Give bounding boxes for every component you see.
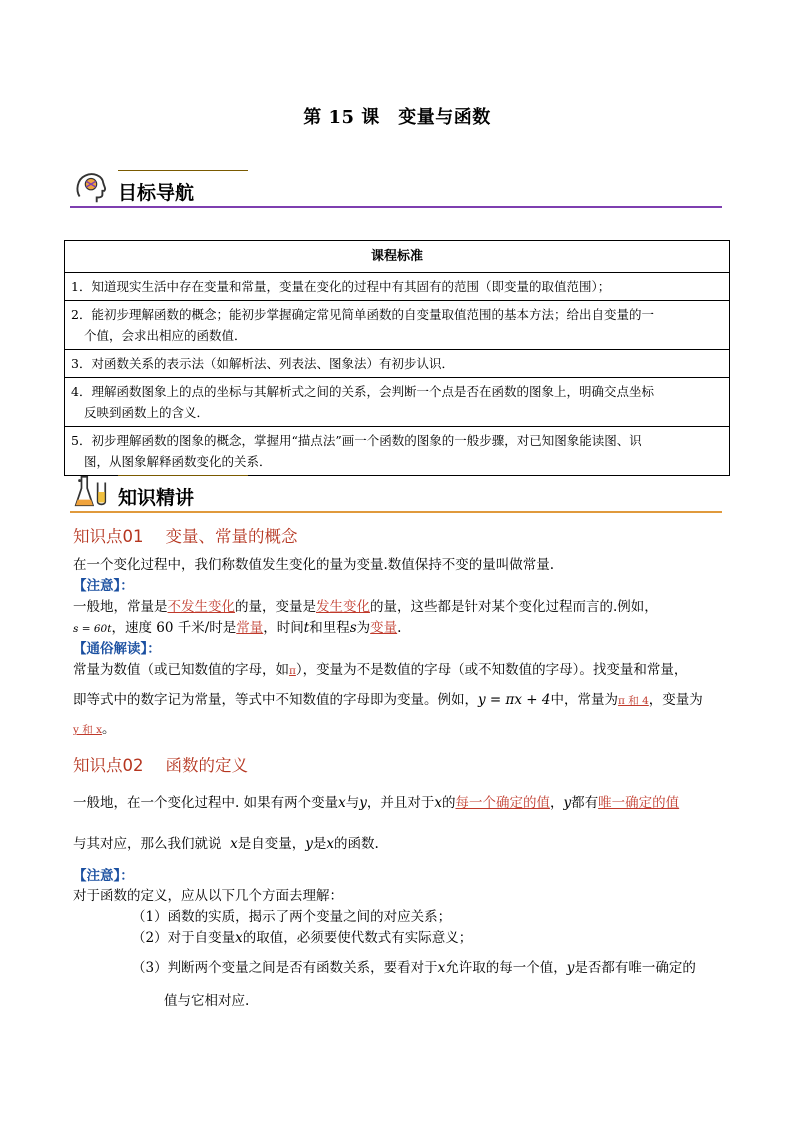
kp2-note-intro: 对于函数的定义，应从以下几个方面去理解：: [73, 888, 343, 904]
kp2-item-2: （2）对于自变量x的取值，必须要使代数式有实际意义；: [132, 930, 473, 946]
section-title-knowledge: 知识精讲: [118, 487, 195, 509]
brain-head-icon: [72, 168, 110, 206]
kp2-definition-line2: 与其对应，那么我们就说 x是自变量，y是x的函数.: [73, 836, 379, 852]
kp2-item-3-cont: 值与它相对应.: [164, 993, 250, 1009]
section-header-knowledge: [70, 475, 722, 515]
table-row: 4．理解函数图象上的点的坐标与其解析式之间的关系，会判断一个点是否在函数的图象上，明确交点坐标 反映到函数上的含义．: [65, 378, 730, 427]
explain-label: 【通俗解读】：: [73, 641, 161, 657]
kp2-item-3: （3）判断两个变量之间是否有函数关系，要看对于x允许取的每一个值，y是否都有唯一确定的: [132, 960, 696, 976]
kp1-explain-line1: 常量为数值（或已知数值的字母，如π），变量为不是数值的字母（或不知数值的字母）。找变量和常量，: [73, 662, 688, 678]
kp1-note-line1: 一般地，常量是不发生变化的量，变量是发生变化的量，这些都是针对某个变化过程而言的.例如，: [73, 599, 658, 615]
knowledge-point-01-heading: 知识点01 变量、常量的概念: [73, 527, 298, 546]
table-row: 3．对函数关系的表示法（如解析法、列表法、图象法）有初步认识．: [65, 350, 730, 378]
kp1-explain-line2: 即等式中的数字记为常量，等式中不知数值的字母即为变量。例如，y = πx + 4中，常量为π 和 4，变量为: [73, 692, 703, 708]
table-row: 2．能初步理解函数的概念；能初步掌握确定常见简单函数的自变量取值范围的基本方法；给出自变量的一 个值，会求出相应的函数值．: [65, 301, 730, 350]
note-label-2: 【注意】：: [73, 868, 134, 884]
table-header: 课程标准: [65, 241, 730, 273]
kp2-definition-line1: 一般地，在一个变化过程中. 如果有两个变量x与y，并且对于x的每一个确定的值，y都有唯一确定的值: [73, 795, 680, 811]
kp1-note-line2: s = 60t，速度 60 千米/时是常量，时间t和里程s为变量.: [73, 620, 402, 636]
table-row: 5．初步理解函数的图象的概念，掌握用“描点法”画一个函数的图象的一般步骤，对已知图象能读图、识 图，从图象解释函数变化的关系．: [65, 427, 730, 476]
kp1-explain-line3: y 和 x。: [73, 721, 116, 737]
section-title-goals: 目标导航: [118, 182, 195, 204]
kp2-item-1: （1）函数的实质，揭示了两个变量之间的对应关系；: [132, 909, 452, 925]
knowledge-point-02-heading: 知识点02 函数的定义: [73, 756, 248, 775]
note-label: 【注意】：: [73, 578, 134, 594]
lab-flask-icon: [72, 473, 110, 511]
section-header-goals: [70, 170, 722, 210]
table-row: 1．知道现实生活中存在变量和常量，变量在变化的过程中有其固有的范围（即变量的取值范围）；: [65, 273, 730, 301]
course-standard-table: [64, 240, 730, 476]
kp1-definition: 在一个变化过程中，我们称数值发生变化的量为变量.数值保持不变的量叫做常量.: [73, 557, 555, 573]
page-title: 第 15 课 变量与函数: [303, 107, 491, 128]
